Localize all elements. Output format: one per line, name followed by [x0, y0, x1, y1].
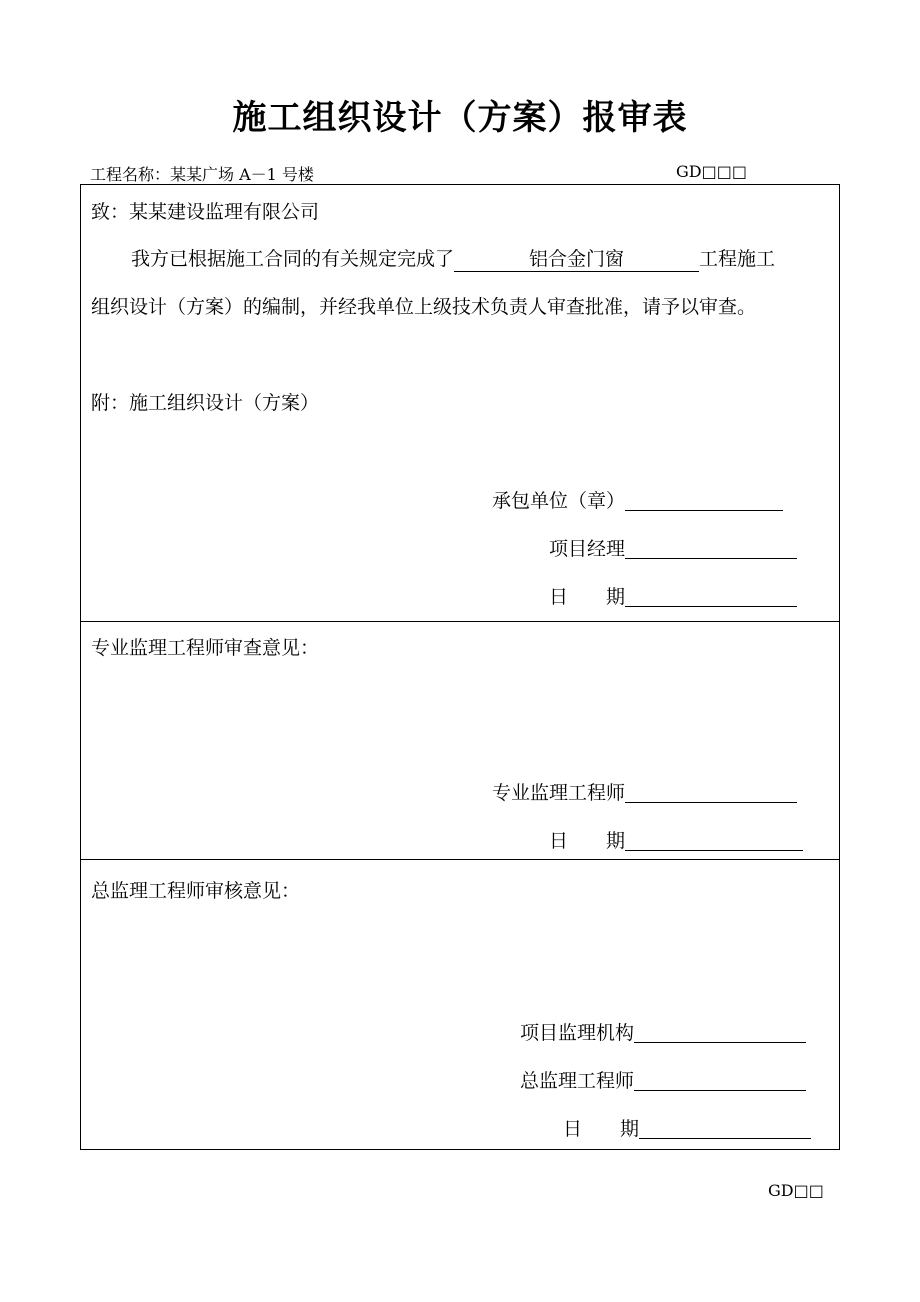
attachment-note: 附：施工组织设计（方案）: [91, 392, 320, 414]
chief-signature-line: [520, 1070, 806, 1091]
addressee: 致：某某建设监理有限公司: [91, 201, 320, 223]
engineer-label: 专业监理工程师: [492, 782, 626, 804]
project-item-field[interactable]: 铝合金门窗: [454, 250, 699, 272]
date-label-char-2: 期: [606, 830, 626, 852]
date-label-char-1: 日: [549, 830, 569, 852]
contractor-label: 承包单位（章）: [492, 490, 626, 512]
date-label-char-1: 日: [563, 1118, 583, 1140]
engineer-signature-line: [492, 782, 797, 803]
date-label-char-2: 期: [606, 586, 626, 608]
statement-line-2: 组织设计（方案）的编制，并经我单位上级技术负责人审查批准，请予以审查。: [91, 296, 757, 318]
statement-prefix: 我方已根据施工合同的有关规定完成了: [131, 248, 455, 270]
date-line: [549, 586, 797, 607]
engineer-review-section: [81, 621, 839, 860]
footer-code: GD□□: [768, 1181, 824, 1200]
project-label: 工程名称：: [90, 165, 171, 184]
manager-label: 项目经理: [549, 538, 626, 560]
chief-review-heading: 总监理工程师审核意见：: [91, 880, 301, 902]
contractor-signature-line: [492, 490, 783, 511]
manager-signature-line: [549, 538, 797, 559]
review-form-table: [80, 184, 840, 1150]
project-name-line: [90, 162, 314, 185]
engineer-date-field[interactable]: [625, 830, 803, 851]
form-code: GD□□□: [676, 162, 747, 181]
chief-label: 总监理工程师: [520, 1070, 635, 1092]
page-title: 施工组织设计（方案）报审表: [232, 98, 688, 138]
engineer-review-heading: 专业监理工程师审查意见：: [91, 637, 320, 659]
org-signature-line: [520, 1022, 806, 1043]
submission-section: [81, 185, 839, 621]
statement-line-1: [131, 250, 775, 272]
chief-date-field[interactable]: [639, 1118, 811, 1139]
chief-review-section: [81, 859, 839, 1152]
org-signature-field[interactable]: [634, 1022, 806, 1043]
contractor-signature-field[interactable]: [625, 490, 783, 511]
date-label-char-2: 期: [620, 1118, 640, 1140]
date-label-char-1: 日: [549, 586, 569, 608]
org-label: 项目监理机构: [520, 1022, 635, 1044]
date-field[interactable]: [625, 586, 797, 607]
engineer-signature-field[interactable]: [625, 782, 797, 803]
engineer-date-line: [549, 830, 803, 851]
chief-signature-field[interactable]: [634, 1070, 806, 1091]
project-name: 某某广场 A－1 号楼: [170, 165, 314, 184]
statement-suffix: 工程施工: [699, 248, 776, 270]
manager-signature-field[interactable]: [625, 538, 797, 559]
chief-date-line: [563, 1118, 811, 1139]
